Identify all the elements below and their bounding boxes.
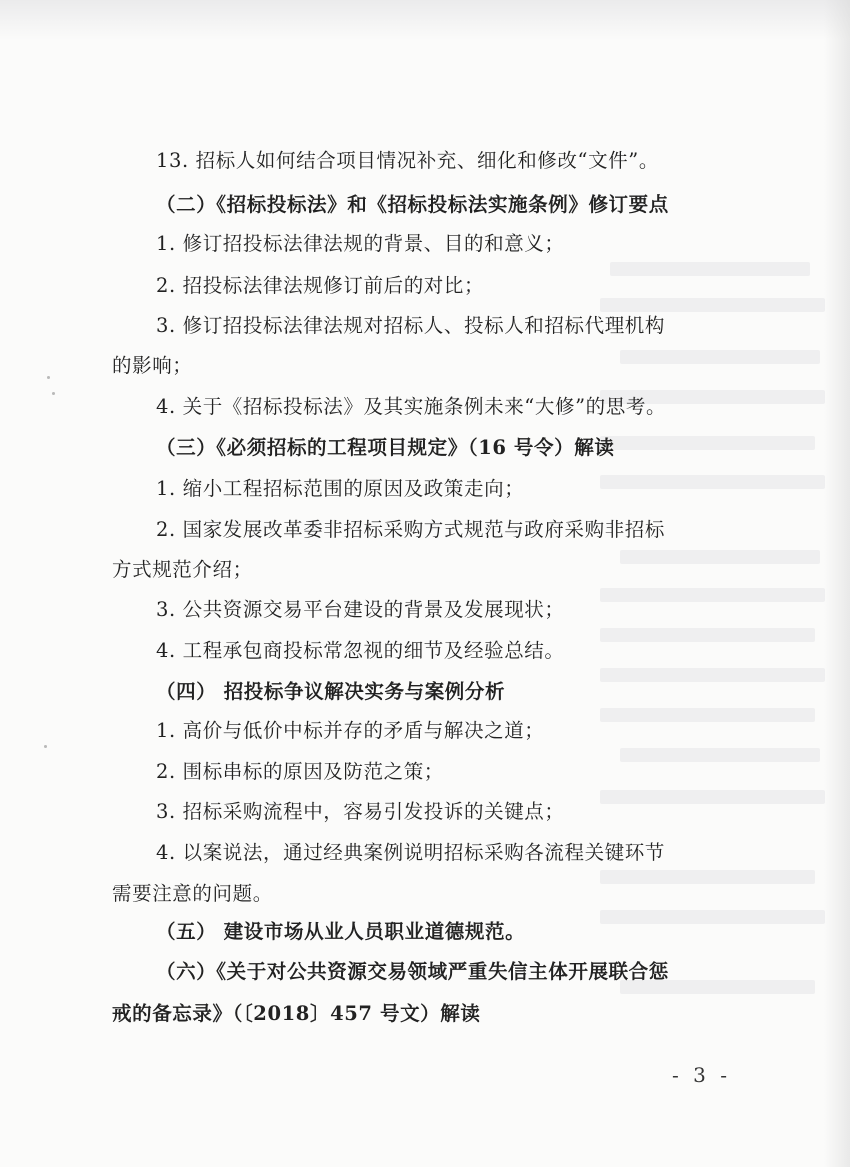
section-heading: （五） 建设市场从业人员职业道德规范。 <box>156 920 526 943</box>
section-heading: （四） 招投标争议解决实务与案例分析 <box>156 680 506 703</box>
page-number: - 3 - <box>672 1063 731 1087</box>
section-heading: （六）《关于对公共资源交易领域严重失信主体开展联合惩 <box>156 960 669 983</box>
body-text-line: 3. 修订招投标法律法规对招标人、投标人和招标代理机构 <box>156 314 666 337</box>
body-text-line: 1. 修订招投标法律法规的背景、目的和意义； <box>156 232 565 255</box>
section-heading: （二）《招标投标法》和《招标投标法实施条例》修订要点 <box>156 193 669 216</box>
body-text-line: 3. 招标采购流程中，容易引发投诉的关键点； <box>156 800 565 823</box>
scan-speck <box>47 376 50 379</box>
section-heading: 戒的备忘录》（〔2018〕457 号文）解读 <box>112 1002 481 1025</box>
scan-speck <box>52 392 55 395</box>
body-text-line: 3. 公共资源交易平台建设的背景及发展现状； <box>156 598 565 621</box>
body-text-line: 2. 围标串标的原因及防范之策； <box>156 760 444 783</box>
body-text-line: 方式规范介绍； <box>112 558 253 581</box>
body-text-line: 2. 国家发展改革委非招标采购方式规范与政府采购非招标 <box>156 518 666 541</box>
body-text-line: 13. 招标人如何结合项目情况补充、细化和修改“文件”。 <box>156 149 659 172</box>
body-text-line: 的影响； <box>112 354 193 377</box>
scan-speck <box>44 745 47 748</box>
body-text-line: 4. 以案说法，通过经典案例说明招标采购各流程关键环节 <box>156 841 666 864</box>
body-text-line: 4. 关于《招标投标法》及其实施条例未来“大修”的思考。 <box>156 395 667 418</box>
bleed-through-texture <box>600 250 840 1010</box>
scan-shadow-top <box>0 0 850 40</box>
section-heading: （三）《必须招标的工程项目规定》（16 号令）解读 <box>156 436 615 459</box>
body-text-line: 需要注意的问题。 <box>112 882 273 905</box>
body-text-line: 4. 工程承包商投标常忽视的细节及经验总结。 <box>156 639 565 662</box>
body-text-line: 2. 招投标法律法规修订前后的对比； <box>156 274 485 297</box>
body-text-line: 1. 缩小工程招标范围的原因及政策走向； <box>156 477 525 500</box>
scan-shadow-right <box>824 0 850 1167</box>
body-text-line: 1. 高价与低价中标并存的矛盾与解决之道； <box>156 719 545 742</box>
